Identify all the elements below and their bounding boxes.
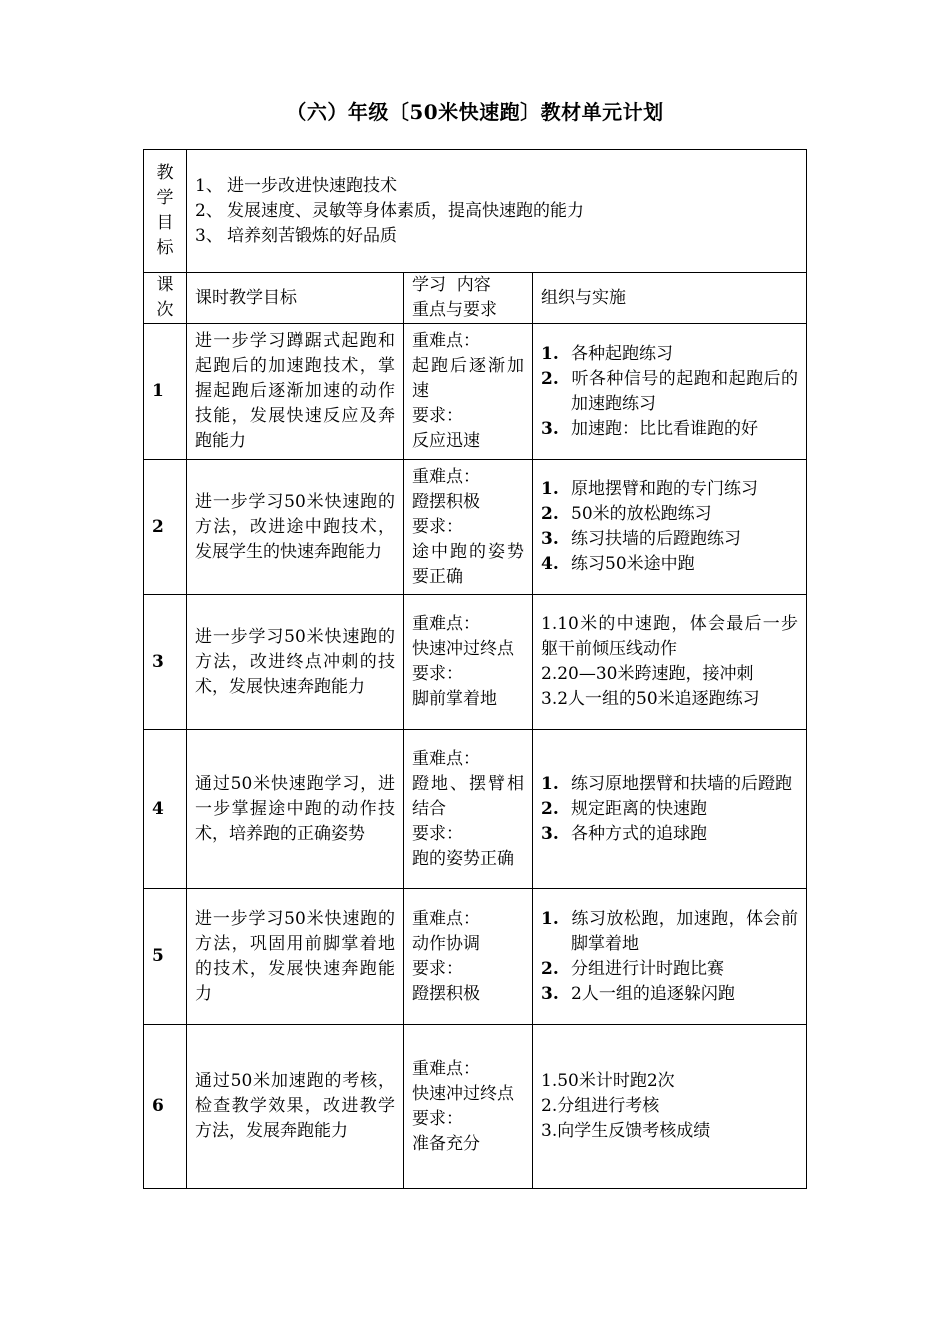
lesson-row bbox=[144, 460, 807, 595]
organization-item: 1. 原地摆臂和跑的专门练习 bbox=[541, 479, 758, 499]
lesson-row bbox=[144, 889, 807, 1025]
key-label: 重难点： bbox=[412, 466, 480, 487]
lesson-goal: 通过50米快速跑学习，进一步掌握途中跑的动作技术，培养跑的正确姿势 bbox=[187, 730, 404, 889]
header-content: 学习 内容 重点与要求 bbox=[404, 273, 533, 324]
lesson-key-points bbox=[404, 324, 533, 460]
organization-item: 2. 规定距离的快速跑 bbox=[541, 798, 707, 819]
lesson-key-points bbox=[404, 1025, 533, 1189]
organization-item: 1. 练习放松跑，加速跑，体会前脚掌着地 bbox=[541, 908, 799, 954]
organization-item: 2. 分组进行计时跑比赛 bbox=[541, 958, 724, 979]
req: 跑的姿势正确 bbox=[412, 848, 514, 869]
req-label: 要求： bbox=[412, 406, 463, 426]
lesson-key-points bbox=[404, 460, 533, 595]
key-label: 重难点： bbox=[412, 614, 480, 634]
header-lesson: 课 次 bbox=[144, 273, 187, 324]
lesson-goal: 通过50米加速跑的考核，检查教学效果，改进教学方法，发展奔跑能力 bbox=[187, 1025, 404, 1189]
key: 快速冲过终点 bbox=[412, 639, 514, 659]
lesson-number: 6 bbox=[144, 1025, 187, 1189]
lesson-organization bbox=[533, 324, 807, 460]
key-label: 重难点： bbox=[412, 908, 480, 929]
lesson-organization bbox=[533, 889, 807, 1025]
lesson-goal: 进一步学习50米快速跑的方法，改进终点冲刺的技术，发展快速奔跑能力 bbox=[187, 595, 404, 730]
organization-item: 3. 2人一组的追逐躲闪跑 bbox=[541, 983, 735, 1004]
lesson-organization bbox=[533, 595, 807, 730]
objectives-row bbox=[144, 150, 807, 273]
key: 蹬摆积极 bbox=[412, 491, 480, 512]
organization-item: 4. 练习50米途中跑 bbox=[541, 554, 695, 574]
lesson-number: 1 bbox=[144, 324, 187, 460]
page-title: （六）年级〔50米快速跑〕教材单元计划 bbox=[286, 100, 664, 124]
req-label: 要求： bbox=[412, 958, 463, 979]
header-goal: 课时教学目标 bbox=[187, 273, 404, 324]
unit-plan-table bbox=[143, 149, 807, 1189]
lesson-rows bbox=[144, 324, 807, 1189]
organization-item: 3. 加速跑：比比看谁跑的好 bbox=[541, 418, 758, 439]
organization-item: 2.20—30米跨速跑，接冲刺 bbox=[541, 664, 754, 684]
organization-item: 2. 听各种信号的起跑和起跑后的加速跑练习 bbox=[541, 368, 799, 414]
key: 快速冲过终点 bbox=[412, 1083, 514, 1104]
organization-item: 3.2人一组的50米追逐跑练习 bbox=[541, 689, 760, 709]
req-label: 要求： bbox=[412, 823, 463, 844]
key: 蹬地、摆臂相结合 bbox=[412, 773, 524, 819]
header-row bbox=[144, 273, 807, 324]
key-label: 重难点： bbox=[412, 331, 480, 351]
lesson-number: 5 bbox=[144, 889, 187, 1025]
lesson-number: 4 bbox=[144, 730, 187, 889]
lesson-organization bbox=[533, 1025, 807, 1189]
objective-item: 3、 培养刻苦锻炼的好品质 bbox=[195, 225, 397, 246]
lesson-row bbox=[144, 1025, 807, 1189]
req-label: 要求： bbox=[412, 664, 463, 684]
organization-item: 2.分组进行考核 bbox=[541, 1096, 660, 1116]
req: 反应迅速 bbox=[412, 431, 480, 451]
lesson-row bbox=[144, 324, 807, 460]
objective-item: 2、 发展速度、灵敏等身体素质，提高快速跑的能力 bbox=[195, 200, 584, 221]
lesson-key-points bbox=[404, 730, 533, 889]
organization-item: 2. 50米的放松跑练习 bbox=[541, 504, 712, 524]
organization-item: 1. 练习原地摆臂和扶墙的后蹬跑 bbox=[541, 773, 792, 794]
lesson-key-points bbox=[404, 595, 533, 730]
lesson-goal: 进一步学习蹲踞式起跑和起跑后的加速跑技术，掌握起跑后逐渐加速的动作技能，发展快速反应及奔跑能力 bbox=[187, 324, 404, 460]
objectives-list bbox=[187, 150, 807, 273]
objectives-label: 教 学 目 标 bbox=[144, 150, 187, 273]
req-label: 要求： bbox=[412, 516, 463, 537]
req: 准备充分 bbox=[412, 1133, 480, 1154]
key-label: 重难点： bbox=[412, 1058, 480, 1079]
organization-item: 3. 练习扶墙的后蹬跑练习 bbox=[541, 529, 741, 549]
lesson-goal: 进一步学习50米快速跑的方法，改进途中跑技术，发展学生的快速奔跑能力 bbox=[187, 460, 404, 595]
lesson-organization bbox=[533, 730, 807, 889]
lesson-number: 3 bbox=[144, 595, 187, 730]
key: 起跑后逐渐加速 bbox=[412, 356, 524, 401]
req: 途中跑的姿势要正确 bbox=[412, 541, 524, 587]
lesson-key-points bbox=[404, 889, 533, 1025]
req: 蹬摆积极 bbox=[412, 983, 480, 1004]
organization-item: 1.10米的中速跑，体会最后一步躯干前倾压线动作 bbox=[541, 614, 799, 659]
header-organization: 组织与实施 bbox=[533, 273, 807, 324]
req-label: 要求： bbox=[412, 1108, 463, 1129]
organization-item: 3. 各种方式的追球跑 bbox=[541, 823, 707, 844]
lesson-row bbox=[144, 595, 807, 730]
organization-item: 3.向学生反馈考核成绩 bbox=[541, 1121, 711, 1141]
organization-item: 1. 各种起跑练习 bbox=[541, 343, 673, 364]
req: 脚前掌着地 bbox=[412, 689, 497, 709]
key: 动作协调 bbox=[412, 933, 480, 954]
organization-item: 1.50米计时跑2次 bbox=[541, 1071, 675, 1091]
objective-item: 1、 进一步改进快速跑技术 bbox=[195, 175, 397, 196]
lesson-number: 2 bbox=[144, 460, 187, 595]
lesson-row bbox=[144, 730, 807, 889]
lesson-organization bbox=[533, 460, 807, 595]
key-label: 重难点： bbox=[412, 748, 480, 769]
lesson-goal: 进一步学习50米快速跑的方法，巩固用前脚掌着地的技术，发展快速奔跑能力 bbox=[187, 889, 404, 1025]
